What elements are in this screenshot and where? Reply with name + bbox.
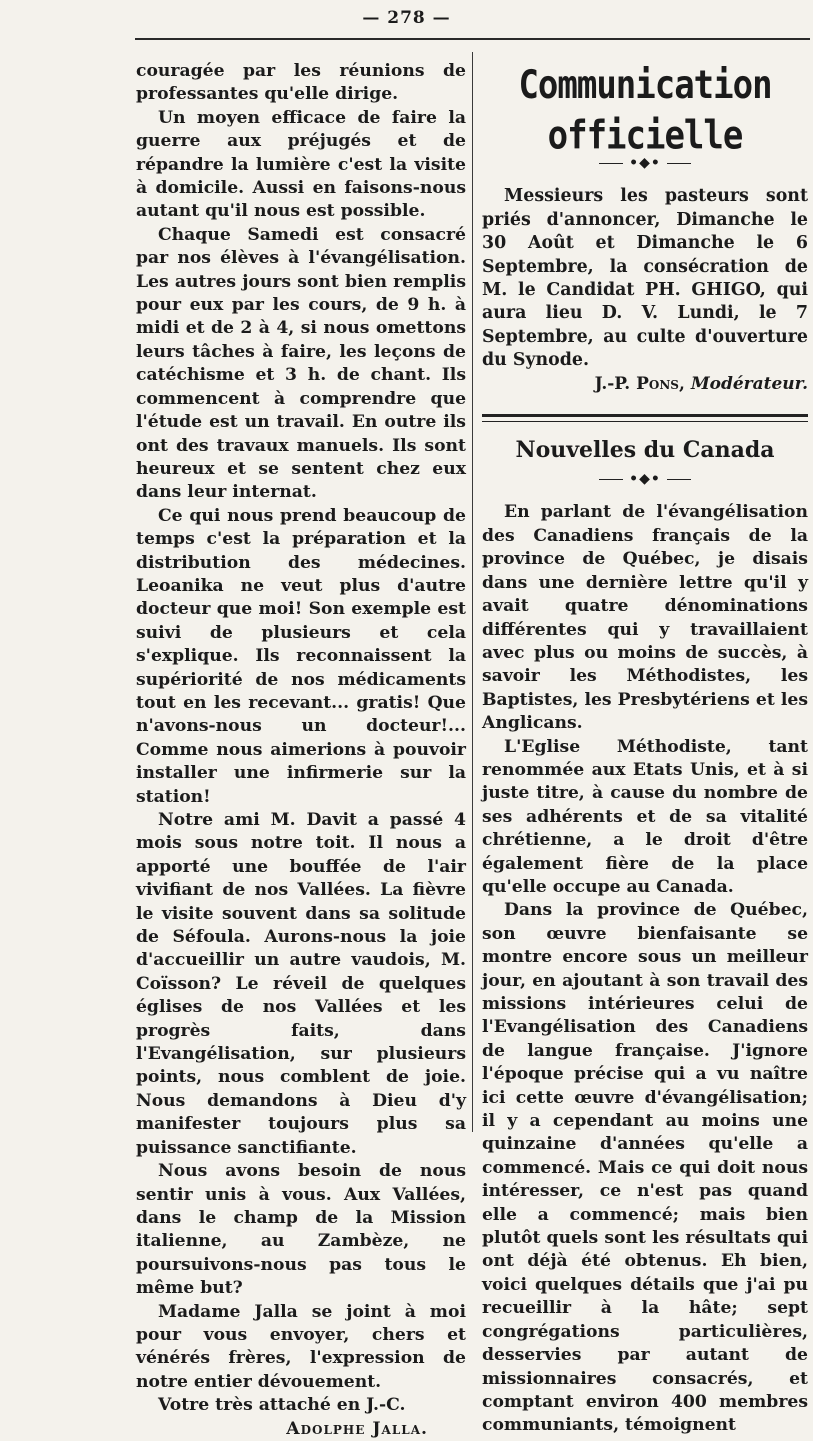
left-signature: Adolphe Jalla. (286, 1418, 428, 1439)
left-column (136, 60, 466, 1441)
canada-paragraph-2: L'Eglise Méthodiste, tant renommée aux Etats Unis, et à si juste titre, à cause du nombre de ses adhérents et de sa vitalité chrétienne, a le droit d'être également fière de la place qu'elle occupe au Canada. (482, 736, 808, 897)
canada-ornament (482, 468, 808, 491)
left-paragraph-2: Un moyen efficace de faire la guerre aux préjugés et de répandre la lumière c'est la visite à domicile. Aussi en faisons-nous autant qu'il nous est possible. (136, 107, 466, 222)
ornament-icon: •◆• (629, 471, 661, 488)
ornament-line-icon (667, 163, 691, 164)
communication-body: Messieurs les pasteurs sont priés d'annoncer, Dimanche le 30 Août et Dimanche le 6 Septembre, la consécration de M. le Candidat PH. GHIGO, qui aura lieu D. V. Lundi, le 7 Septembre, au culte d'ouverture du Synode. (482, 186, 808, 371)
canada-heading: Nouvelles du Canada (515, 437, 775, 464)
ornament-icon: •◆• (629, 155, 661, 171)
column-divider (472, 52, 473, 1132)
header-rule (135, 38, 810, 40)
canada-paragraph-3: Dans la province de Québec, son œuvre bienfaisante se montre encore sous un meilleur jour, en ajoutant à son travail des missions intérieures celui de l'Evangélisation des Canadiens de langue française. J'ignore l'époque précise qui a vu naître ici cette œuvre d'évangélisation; il y a cependant au moins une quinzaine d'années qu'elle a commencé. Mais ce qui doit nous intéresser, ce n'est pas quand elle a commencé; mais bien plutôt quels sont les résultats qui ont déjà été obtenus. Eh bien, voici quelques détails que j'ai pu recueillir à la hâte; sept congrégations particulières, desservies par autant de missionnaires consacrés, et comptant environ 400 membres communiants, témoignent (482, 900, 808, 1436)
left-paragraph-8: Votre très attaché en J.-C. (158, 1395, 406, 1416)
ornament-line-icon (599, 163, 623, 164)
communication-title: Communication officielle (518, 62, 772, 159)
canada-paragraph-1: En parlant de l'évangélisation des Canadiens français de la province de Québec, je disais dans une dernière lettre qu'il y avait quatre dénominations différentes qui y travaillaient avec plus ou moins de succès, à savoir les Méthodistes, les Baptistes, les Presbytériens et les Anglicans. (482, 502, 808, 734)
communication-signature-name: J.-P. Pons, (594, 373, 685, 394)
ornament-line-icon (667, 479, 691, 480)
page-number: — 278 — (362, 8, 451, 28)
left-paragraph-1: couragée par les réunions de professantes qu'elle dirige. (136, 61, 466, 105)
ornament-line-icon (599, 479, 623, 480)
left-paragraph-7: Madame Jalla se joint à moi pour vous envoyer, chers et vénérés frères, l'expression de notre entier dévouement. (136, 1301, 466, 1392)
communication-signature (482, 373, 808, 396)
left-paragraph-5: Notre ami M. Davit a passé 4 mois sous notre toit. Il nous a apporté une bouffée de l'air vivifiant de nos Vallées. La fièvre le visite souvent dans sa solitude de Séfoula. Aurons-nous la joie d'accueillir un autre vaudois, M. Coïsson? Le réveil de quelques églises de nos Vallées et les progrès faits, dans l'Evangélisation, sur plusieurs points, nous comblent de joie. Nous demandons à Dieu d'y manifester toujours plus sa puissance sanctifiante. (136, 810, 466, 1158)
left-paragraph-3: Chaque Samedi est consacré par nos élèves à l'évangélisation. Les autres jours sont bien remplis pour eux par les cours, de 9 h. à midi et de 2 à 4, si nous omettons leurs tâches à faire, les leçons de catéchisme et 3 h. de chant. Ils commencent à comprendre que l'étude est un travail. En outre ils ont des travaux manuels. Ils sont heureux et se sentent chez eux dans leur internat. (136, 224, 466, 503)
section-divider (482, 414, 808, 422)
communication-signature-role: Modérateur. (690, 373, 808, 394)
right-column (482, 60, 808, 1438)
left-paragraph-4: Ce qui nous prend beaucoup de temps c'est la préparation et la distribution des médecines. Leoanika ne veut plus d'autre docteur que moi! Son exemple est suivi de plusieurs et cela s'explique. Ils reconnaissent la supériorité de nos médicaments tout en les recevant... gratis! Que n'avons-nous un docteur!... Comme nous aimerions à pouvoir installer une infirmerie sur la station! (136, 505, 466, 807)
left-paragraph-6: Nous avons besoin de nous sentir unis à vous. Aux Vallées, dans le champ de la Mission italienne, au Zambèze, ne poursuivons-nous pas tous le même but? (136, 1161, 466, 1299)
